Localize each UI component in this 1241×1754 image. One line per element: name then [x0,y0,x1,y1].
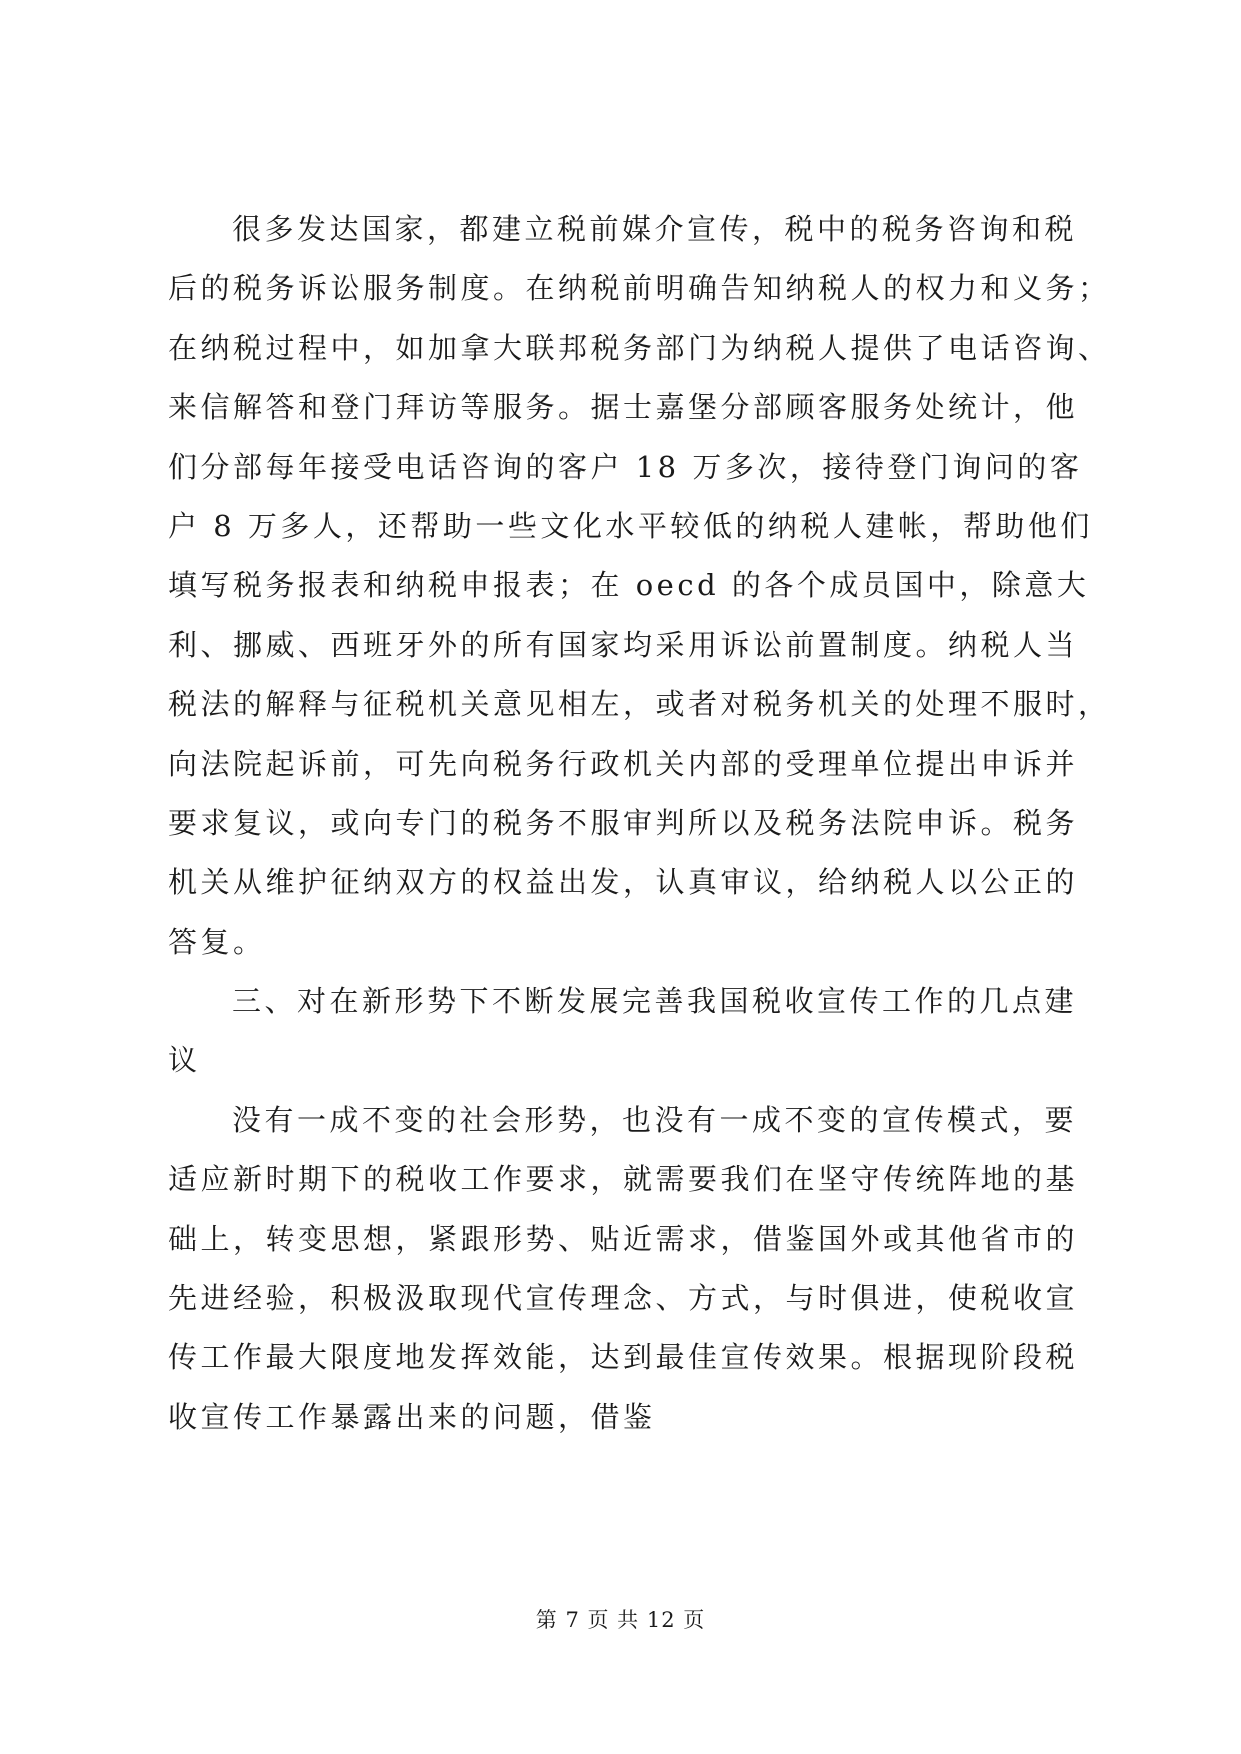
text-line: 先进经验，积极汲取现代宣传理念、方式，与时俱进，使税收宣 [168,1281,1079,1316]
text-line: 税法的解释与征税机关意见相左，或者对税务机关的处理不服时， [168,687,1111,722]
text-line: 没有一成不变的社会形势，也没有一成不变的宣传模式，要 [232,1102,1078,1137]
text-line: 机关从维护征纳双方的权益出发，认真审议，给纳税人以公正的 [168,865,1079,900]
text-line: 来信解答和登门拜访等服务。据士嘉堡分部顾客服务处统计，他 [168,390,1079,425]
text-line: 很多发达国家，都建立税前媒介宣传，税中的税务咨询和税 [232,212,1078,246]
text-line: 户 8 万多人，还帮助一些文化水平较低的纳税人建帐，帮助他们 [168,508,1093,543]
text-line: 答复。 [168,924,266,959]
text-line: 础上，转变思想，紧跟形势、贴近需求，借鉴国外或其他省市的 [168,1221,1079,1256]
text-line: 要求复议，或向专门的税务不服审判所以及税务法院申诉。税务 [168,805,1079,840]
text-line: 利、挪威、西班牙外的所有国家均采用诉讼前置制度。纳税人当 [168,627,1079,662]
text-line: 向法院起诉前，可先向税务行政机关内部的受理单位提出申诉并 [168,746,1079,781]
text-line: 三、对在新形势下不断发展完善我国税收宣传工作的几点建 [232,984,1078,1019]
text-line: 在纳税过程中，如加拿大联邦税务部门为纳税人提供了电话咨询、 [168,330,1111,365]
text-line: 填写税务报表和纳税申报表；在 oecd 的各个成员国中，除意大 [168,568,1090,603]
text-line: 收宣传工作暴露出来的问题，借鉴 [168,1399,656,1434]
text-line: 适应新时期下的税收工作要求，就需要我们在坚守传统阵地的基 [168,1162,1079,1197]
text-line: 传工作最大限度地发挥效能，达到最佳宣传效果。根据现阶段税 [168,1340,1079,1375]
page-footer: 第 7 页 共 12 页 [535,1608,706,1632]
text-line: 们分部每年接受电话咨询的客户 18 万多次，接待登门询问的客 [168,449,1083,484]
body-text [168,200,1128,1447]
text-line: 议 [168,1043,201,1078]
text-line: 后的税务诉讼服务制度。在纳税前明确告知纳税人的权力和义务； [168,271,1111,306]
